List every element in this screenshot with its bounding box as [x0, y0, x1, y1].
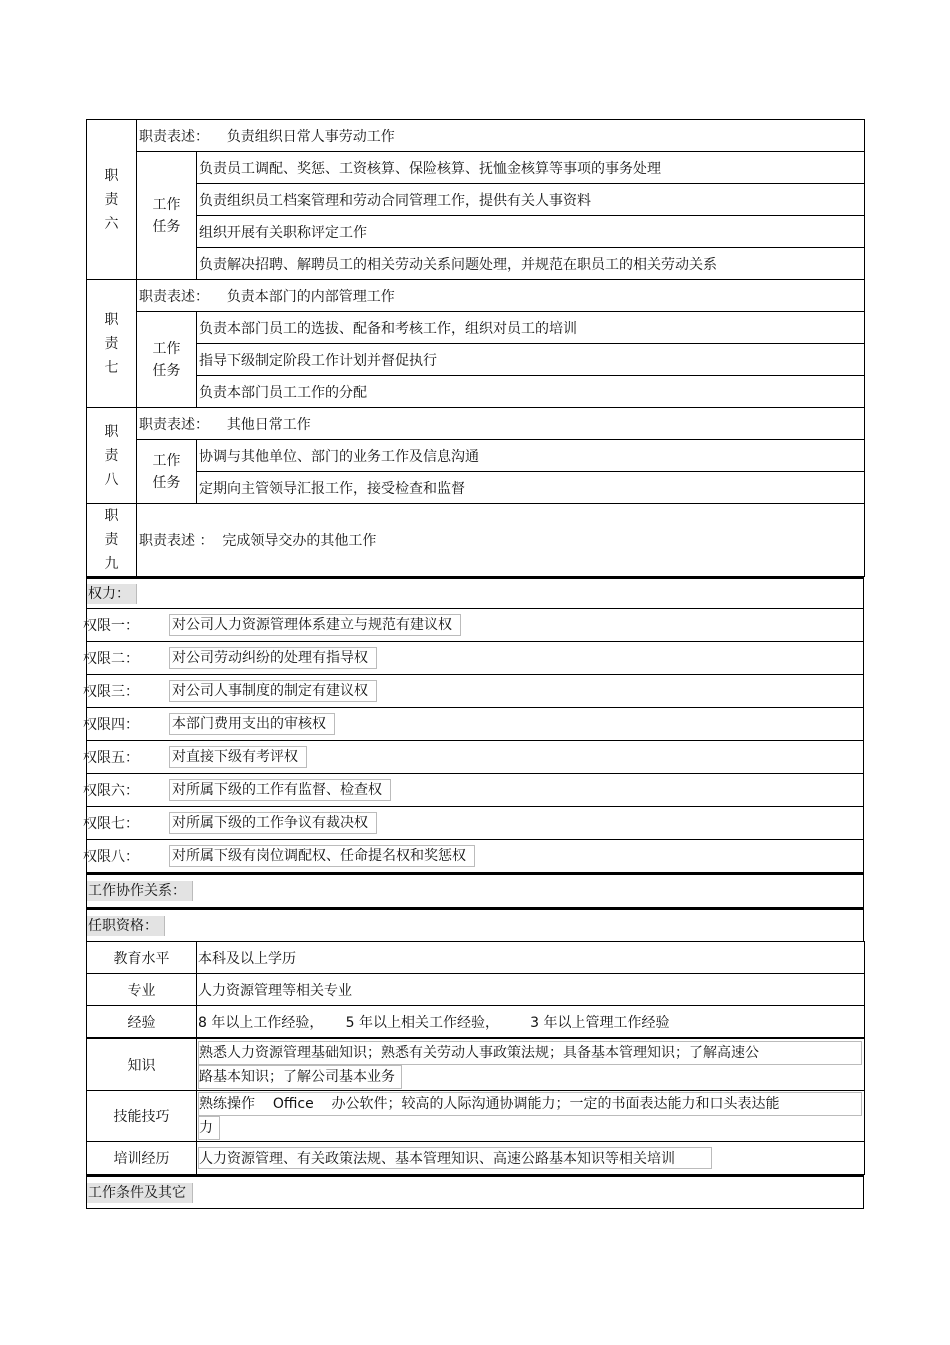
- power-row: 权限二： 对公司劳动纠纷的处理有指导权: [87, 641, 863, 674]
- qualifications-header: 任职资格：: [87, 910, 863, 941]
- task-label: 工作 任务: [137, 312, 197, 408]
- powers-header: 权力：: [87, 579, 863, 608]
- knowledge-row: [87, 1038, 865, 1091]
- task-item: 负责本部门员工工作的分配: [197, 376, 865, 408]
- conditions-section: [86, 1175, 864, 1209]
- training-value: 人力资源管理、有关政策法规、基本管理知识、高速公路基本知识等相关培训: [197, 1142, 865, 1175]
- major-label: 专业: [87, 974, 197, 1006]
- training-label: 培训经历: [87, 1142, 197, 1175]
- duty-statement: 职责表述： 其他日常工作: [137, 408, 865, 440]
- power-row: 权限七： 对所属下级的工作争议有裁决权: [87, 806, 863, 839]
- duty-six-statement-row: [87, 120, 865, 152]
- task-item: 负责组织员工档案管理和劳动合同管理工作，提供有关人事资料: [197, 184, 865, 216]
- education-label: 教育水平: [87, 942, 197, 974]
- duty-statement: 职责表述 ： 完成领导交办的其他工作: [137, 504, 865, 577]
- skills-value: 熟练操作 Office 办公软件；较高的人际沟通协调能力；一定的书面表达能力和口头表达能 力: [197, 1091, 865, 1142]
- duty-statement: 职责表述： 负责本部门的内部管理工作: [137, 280, 865, 312]
- skills-label: 技能技巧: [87, 1091, 197, 1142]
- qualifications-table: [86, 941, 865, 1175]
- duty-eight-label: 职 责 八: [87, 408, 137, 504]
- duty-seven-statement-row: [87, 280, 865, 312]
- experience-value: 8 年以上工作经验， 5 年以上相关工作经验， 3 年以上管理工作经验: [197, 1006, 865, 1039]
- duties-table: [86, 119, 865, 577]
- task-item: 负责解决招聘、解聘员工的相关劳动关系问题处理，并规范在职员工的相关劳动关系: [197, 248, 865, 280]
- power-row: 权限八： 对所属下级有岗位调配权、任命提名权和奖惩权: [87, 839, 863, 872]
- knowledge-label: 知识: [87, 1038, 197, 1091]
- duty-six-label: 职 责 六: [87, 120, 137, 280]
- task-item: 协调与其他单位、部门的业务工作及信息沟通: [197, 440, 865, 472]
- task-item: 负责员工调配、奖惩、工资核算、保险核算、抚恤金核算等事项的事务处理: [197, 152, 865, 184]
- major-value: 人力资源管理等相关专业: [197, 974, 865, 1006]
- duty-nine-row: [87, 504, 865, 577]
- job-description-document: [83, 119, 864, 1209]
- task-label: 工作 任务: [137, 440, 197, 504]
- task-item: 组织开展有关职称评定工作: [197, 216, 865, 248]
- experience-row: [87, 1006, 865, 1039]
- task-label: 工作 任务: [137, 152, 197, 280]
- skills-row: [87, 1091, 865, 1142]
- major-row: [87, 974, 865, 1006]
- power-row: 权限四： 本部门费用支出的审核权: [87, 707, 863, 740]
- duty-seven-label: 职 责 七: [87, 280, 137, 408]
- conditions-header: 工作条件及其它: [87, 1177, 863, 1208]
- cooperation-header: 工作协作关系：: [87, 875, 863, 907]
- power-row: 权限三： 对公司人事制度的制定有建议权: [87, 674, 863, 707]
- power-row: 权限五： 对直接下级有考评权: [87, 740, 863, 773]
- education-row: [87, 942, 865, 974]
- task-item: 负责本部门员工的选拔、配备和考核工作，组织对员工的培训: [197, 312, 865, 344]
- power-row: 权限六： 对所属下级的工作有监督、检查权: [87, 773, 863, 806]
- duty-statement: 职责表述： 负责组织日常人事劳动工作: [137, 120, 865, 152]
- training-row: [87, 1142, 865, 1175]
- task-item: 指导下级制定阶段工作计划并督促执行: [197, 344, 865, 376]
- cooperation-section: [86, 873, 864, 908]
- task-item: 定期向主管领导汇报工作，接受检查和监督: [197, 472, 865, 504]
- power-row: 权限一： 对公司人力资源管理体系建立与规范有建议权: [87, 608, 863, 641]
- experience-label: 经验: [87, 1006, 197, 1039]
- duty-eight-statement-row: [87, 408, 865, 440]
- duty-nine-label: 职 责 九: [87, 504, 137, 577]
- qualifications-section: [86, 908, 864, 941]
- powers-section: [83, 577, 864, 873]
- knowledge-value: 熟悉人力资源管理基础知识；熟悉有关劳动人事政策法规；具备基本管理知识；了解高速公 路基本知识；了解公司基本业务: [197, 1038, 865, 1091]
- education-value: 本科及以上学历: [197, 942, 865, 974]
